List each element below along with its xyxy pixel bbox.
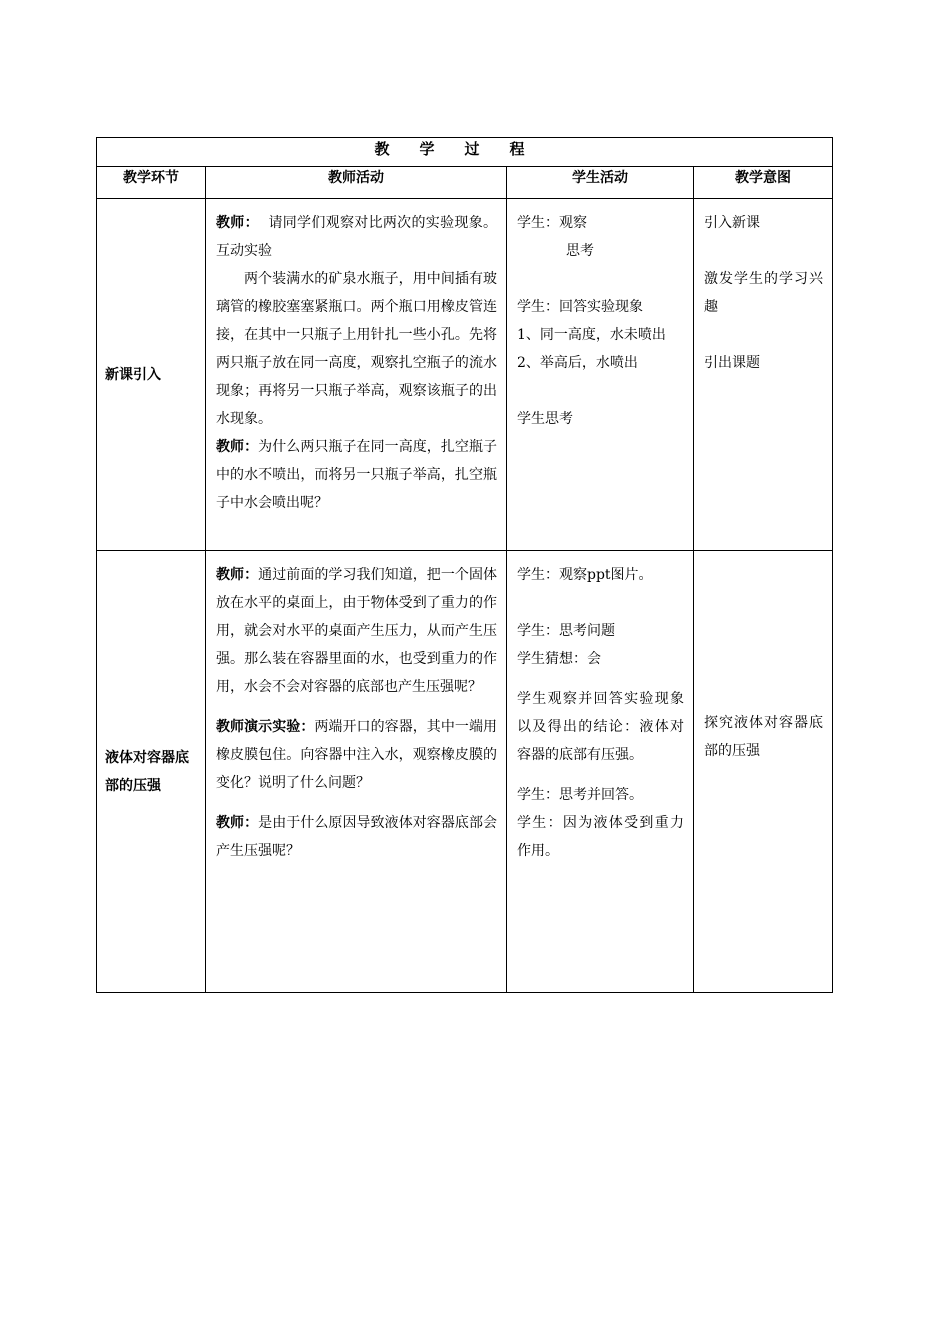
teacher-paragraph bbox=[216, 433, 497, 517]
intent-line: 引入新课 bbox=[704, 215, 760, 231]
teacher-text: 通过前面的学习我们知道，把一个固体放在水平的桌面上，由于物体受到了重力的作用，就会对水平的桌面产生压力，从而产生压强。那么装在容器里面的水，也受到重力的作用，水会不会对容器的底部也产生压强呢？ bbox=[216, 567, 498, 695]
table-title: 教学过程 bbox=[97, 138, 833, 167]
header-student-activity: 学生活动 bbox=[507, 167, 694, 199]
header-stage: 教学环节 bbox=[97, 167, 206, 199]
table-row-liquid-pressure bbox=[97, 551, 833, 993]
intent-line: 探究液体对容器底部的压强 bbox=[704, 714, 824, 759]
student-line: 学生：思考问题 bbox=[517, 623, 615, 639]
teaching-process-table bbox=[96, 137, 833, 993]
student-line: 学生观察并回答实验现象以及得出的结论：液体对容器的底部有压强。 bbox=[517, 691, 684, 763]
teacher-text: 是由于什么原因导致液体对容器底部会产生压强呢？ bbox=[216, 815, 498, 859]
student-line: 学生：回答实验现象 bbox=[517, 299, 643, 315]
teacher-activity-intro bbox=[206, 199, 507, 551]
spacer bbox=[517, 589, 684, 617]
spacer bbox=[704, 321, 823, 349]
teacher-paragraph bbox=[216, 713, 497, 797]
table-title-row bbox=[97, 138, 833, 167]
student-line: 1、同一高度，水未喷出 bbox=[517, 327, 666, 343]
student-line: 学生猜想：会 bbox=[517, 651, 601, 667]
student-line: 学生：思考并回答。 bbox=[517, 787, 643, 803]
student-line: 学生：观察ppt图片。 bbox=[517, 567, 653, 583]
student-line: 学生思考 bbox=[517, 411, 573, 427]
spacer bbox=[517, 377, 684, 405]
student-line: 学生：观察 bbox=[517, 215, 587, 231]
header-teacher-activity: 教师活动 bbox=[206, 167, 507, 199]
student-line: 2、举高后，水喷出 bbox=[517, 355, 638, 371]
teacher-label: 教师： bbox=[216, 815, 259, 831]
table-row-intro bbox=[97, 199, 833, 551]
student-line: 学生：因为液体受到重力作用。 bbox=[517, 815, 684, 859]
teacher-paragraph bbox=[216, 809, 497, 865]
stage-intro: 新课引入 bbox=[97, 199, 206, 551]
intent-intro bbox=[694, 199, 833, 551]
student-line: 思考 bbox=[566, 243, 594, 259]
intent-liquid-pressure bbox=[694, 551, 833, 993]
teacher-label: 教师： bbox=[216, 215, 259, 231]
teacher-label: 教师： bbox=[216, 567, 259, 583]
intent-line: 激发学生的学习兴趣 bbox=[704, 271, 824, 315]
teacher-label: 教师演示实验： bbox=[216, 719, 315, 735]
header-intent: 教学意图 bbox=[694, 167, 833, 199]
stage-liquid-pressure: 液体对容器底部的压强 bbox=[97, 551, 206, 993]
student-activity-liquid-pressure bbox=[507, 551, 694, 993]
teacher-text: 为什么两只瓶子在同一高度，扎空瓶子中的水不喷出，而将另一只瓶子举高，扎空瓶子中水会喷出呢？ bbox=[216, 439, 498, 511]
teacher-activity-liquid-pressure bbox=[206, 551, 507, 993]
student-activity-intro bbox=[507, 199, 694, 551]
teacher-text: 两端开口的容器，其中一端用橡皮膜包住。向容器中注入水，观察橡皮膜的变化？说明了什么问题？ bbox=[216, 719, 498, 791]
spacer bbox=[517, 265, 684, 293]
table-header-row bbox=[97, 167, 833, 199]
spacer bbox=[704, 237, 823, 265]
teacher-text: 请同学们观察对比两次的实验现象。互动实验 bbox=[216, 215, 498, 259]
teacher-paragraph bbox=[216, 561, 497, 701]
teacher-paragraph bbox=[216, 209, 497, 265]
teacher-paragraph: 两个装满水的矿泉水瓶子，用中间插有玻璃管的橡胶塞塞紧瓶口。两个瓶口用橡皮管连接，在其中一只瓶子上用针扎一些小孔。先将两只瓶子放在同一高度，观察扎空瓶子的流水现象；再将另一只瓶子举高，观察该瓶子的出水现象。 bbox=[216, 271, 497, 427]
intent-line: 引出课题 bbox=[704, 355, 760, 371]
teacher-label: 教师： bbox=[216, 439, 259, 455]
